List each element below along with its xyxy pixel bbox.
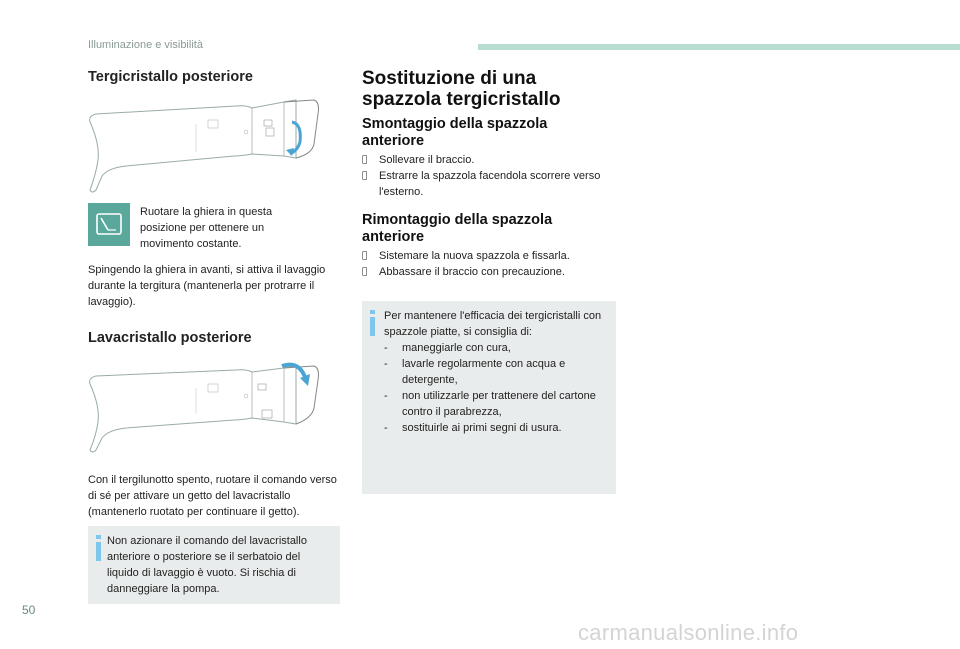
list-item: Abbassare il braccio con precauzione. bbox=[379, 266, 565, 278]
section-accent-bar bbox=[478, 44, 960, 50]
refit-steps-list bbox=[362, 248, 612, 280]
list-item: - maneggiarle con cura, bbox=[384, 342, 511, 354]
wiper-stalk-illustration-2 bbox=[86, 356, 326, 456]
icon-caption: Ruotare la ghiera in questa posizione per ottenere un movimento costante. bbox=[140, 206, 273, 250]
care-info-box bbox=[362, 301, 616, 494]
main-heading: Sostituzione di una spazzola tergicristallo bbox=[362, 68, 561, 110]
rear-wiper-heading: Tergicristallo posteriore bbox=[88, 69, 253, 85]
watermark: carmanualsonline.info bbox=[578, 620, 799, 645]
rear-washer-heading: Lavacristallo posteriore bbox=[88, 330, 252, 346]
remove-subheading: Smontaggio della spazzola anteriore bbox=[362, 116, 548, 149]
wiper-stalk-illustration-1 bbox=[86, 94, 326, 196]
list-item: Sistemare la nuova spazzola e fissarla. bbox=[379, 250, 570, 262]
info-icon bbox=[370, 310, 375, 314]
warning-info-text: Non azionare il comando del lavacristallo anteriore o posteriore se il serbatoio del liquido di lavaggio è vuoto. Si rischia di danneggiare la pompa. bbox=[107, 535, 307, 595]
warning-info-box bbox=[88, 526, 340, 604]
refit-subheading: Rimontaggio della spazzola anteriore bbox=[362, 212, 553, 245]
list-item: Sollevare il braccio. bbox=[379, 154, 475, 166]
list-item: Estrarre la spazzola facendola scorrere verso l'esterno. bbox=[379, 170, 601, 198]
remove-steps-list bbox=[362, 152, 612, 200]
info-icon-bar bbox=[96, 542, 101, 561]
page-number: 50 bbox=[22, 603, 36, 617]
info-icon-bar bbox=[370, 317, 375, 336]
list-item: - sostituirle ai primi segni di usura. bbox=[384, 422, 562, 434]
section-title: Illuminazione e visibilità bbox=[88, 39, 203, 51]
care-info-intro: Per mantenere l'efficacia dei tergicristalli con spazzole piatte, si consiglia di: bbox=[384, 310, 602, 338]
push-ring-paragraph: Spingendo la ghiera in avanti, si attiva il lavaggio durante la tergitura (mantenerla per protrarre il lavaggio). bbox=[88, 264, 326, 308]
info-icon bbox=[96, 535, 101, 539]
rear-wiper-icon bbox=[88, 203, 130, 246]
care-info-content bbox=[384, 308, 608, 436]
list-item: - lavarle regolarmente con acqua e detergente, bbox=[384, 358, 566, 386]
washer-paragraph: Con il tergilunotto spento, ruotare il comando verso di sé per attivare un getto del lavacristallo (mantenerlo ruotato per continuare il getto). bbox=[88, 474, 337, 518]
list-item: - non utilizzarle per trattenere del cartone contro il parabrezza, bbox=[384, 390, 596, 418]
